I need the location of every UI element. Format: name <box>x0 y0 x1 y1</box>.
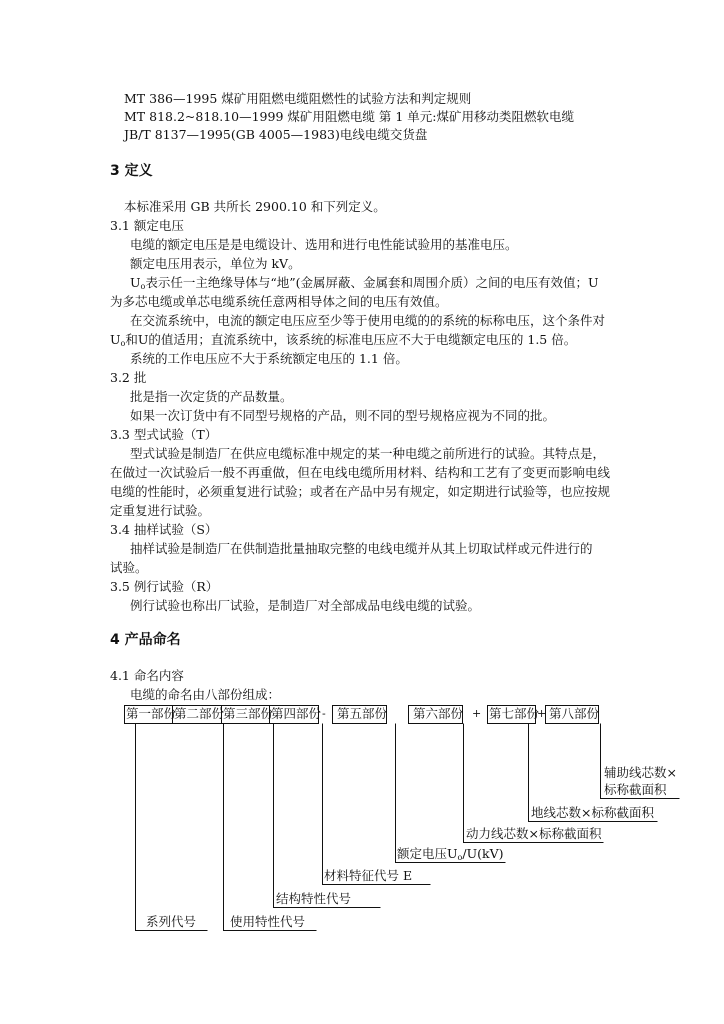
separator: - <box>322 707 326 720</box>
subsection-title: 3.3 型式试验（T） <box>110 427 218 442</box>
series-code-label: 系列代号 <box>146 914 197 929</box>
part-label: 第三部份 <box>223 706 274 721</box>
reference-line: MT 818.2~818.10—1999 煤矿用阻燃电缆 第 1 单元:煤矿用移动类阻燃软电缆 <box>124 109 574 124</box>
paragraph: 批是指一次定货的产品数量。 <box>130 389 293 404</box>
part-label: 第四部份 <box>271 706 322 721</box>
paragraph: 型式试验是制造厂在供应电缆标准中规定的某一种电缆之前所进行的试验。其特点是， <box>130 446 606 461</box>
separator: + <box>537 707 547 720</box>
ground-cores-label: 地线芯数×标称截面积 <box>531 805 654 820</box>
paragraph: 如果一次订货中有不同型号规格的产品，则不同的型号规格应视为不同的批。 <box>130 408 556 423</box>
part-label: 第七部份 <box>489 706 540 721</box>
paragraph: 本标准采用 GB 共所长 2900.10 和下列定义。 <box>124 199 386 214</box>
leader-line <box>464 724 604 843</box>
aux-cores-label: 辅助线芯数× <box>604 765 677 780</box>
paragraph: 试验。 <box>110 560 148 575</box>
paragraph: 额定电压用表示，单位为 kV。 <box>130 256 301 271</box>
paragraph: 电缆的性能时，必须重复进行试验；或者在产品中另有规定，如定期进行试验等，也应按规 <box>110 484 611 499</box>
section-heading: 4 产品命名 <box>110 632 181 648</box>
leader-line <box>136 724 208 931</box>
subsection-title: 3.4 抽样试验（S） <box>110 522 218 537</box>
paragraph: $U_o$表示任一主绝缘导体与“地”(金属屏蔽、金属套和周围介质）之间的电压有效值；U <box>130 275 599 291</box>
rated-voltage-label: 额定电压$U_o/U(kV)$ <box>397 846 504 862</box>
subsection-title: 3.2 批 <box>110 370 147 385</box>
paragraph: 定重复进行试验。 <box>110 503 211 518</box>
paragraph: 电缆的命名由八部份组成： <box>130 687 281 702</box>
part-label: 第八部份 <box>549 706 600 721</box>
structure-code-label: 结构特性代号 <box>276 891 352 906</box>
paragraph: 为多芯电缆或单芯电缆系统任意两相导体之间的电压有效值。 <box>110 294 448 309</box>
paragraph: 在做过一次试验后一般不再重做，但在电线电缆所用材料、结构和工艺有了变更而影响电线 <box>110 465 611 480</box>
reference-line: MT 386—1995 煤矿用阻燃电缆阻燃性的试验方法和判定规则 <box>124 91 472 106</box>
part-label: 第五部份 <box>337 706 388 721</box>
paragraph: 例行试验也称出厂试验，是制造厂对全部成品电线电缆的试验。 <box>130 598 481 613</box>
paragraph: 在交流系统中，电流的额定电压应至少等于使用电缆的的系统的标称电压，这个条件对 <box>130 313 606 328</box>
paragraph: 电缆的额定电压是是电缆设计、选用和进行电性能试验用的基准电压。 <box>130 237 518 252</box>
power-cores-label: 动力线芯数×标称截面积 <box>466 826 602 841</box>
paragraph: 系统的工作电压应不大于系统额定电压的 1.1 倍。 <box>130 351 408 366</box>
subsection-title: 3.5 例行试验（R） <box>110 579 219 594</box>
subsection-title: 3.1 额定电压 <box>110 218 184 233</box>
subsection-title: 4.1 命名内容 <box>110 668 184 683</box>
part-label: 第六部份 <box>413 706 464 721</box>
paragraph: $U_o$和U的值适用；直流系统中，该系统的标准电压应不大于电缆额定电压的 1.5 倍。 <box>110 332 577 348</box>
paragraph: 抽样试验是制造厂在供制造批量抽取完整的电线电缆并从其上切取试样或元件进行的 <box>130 541 593 556</box>
part-label: 第二部份 <box>174 706 225 721</box>
aux-cores-label: 标称截面积 <box>604 782 667 797</box>
part-label: 第一部份 <box>126 706 177 721</box>
separator: + <box>472 707 482 720</box>
material-code-label: 材料特征代号 E <box>324 868 413 883</box>
reference-line: JB/T 8137—1995(GB 4005—1983)电线电缆交货盘 <box>124 127 428 142</box>
section-heading: 3 定义 <box>110 163 153 179</box>
usage-code-label: 使用特性代号 <box>230 914 306 929</box>
